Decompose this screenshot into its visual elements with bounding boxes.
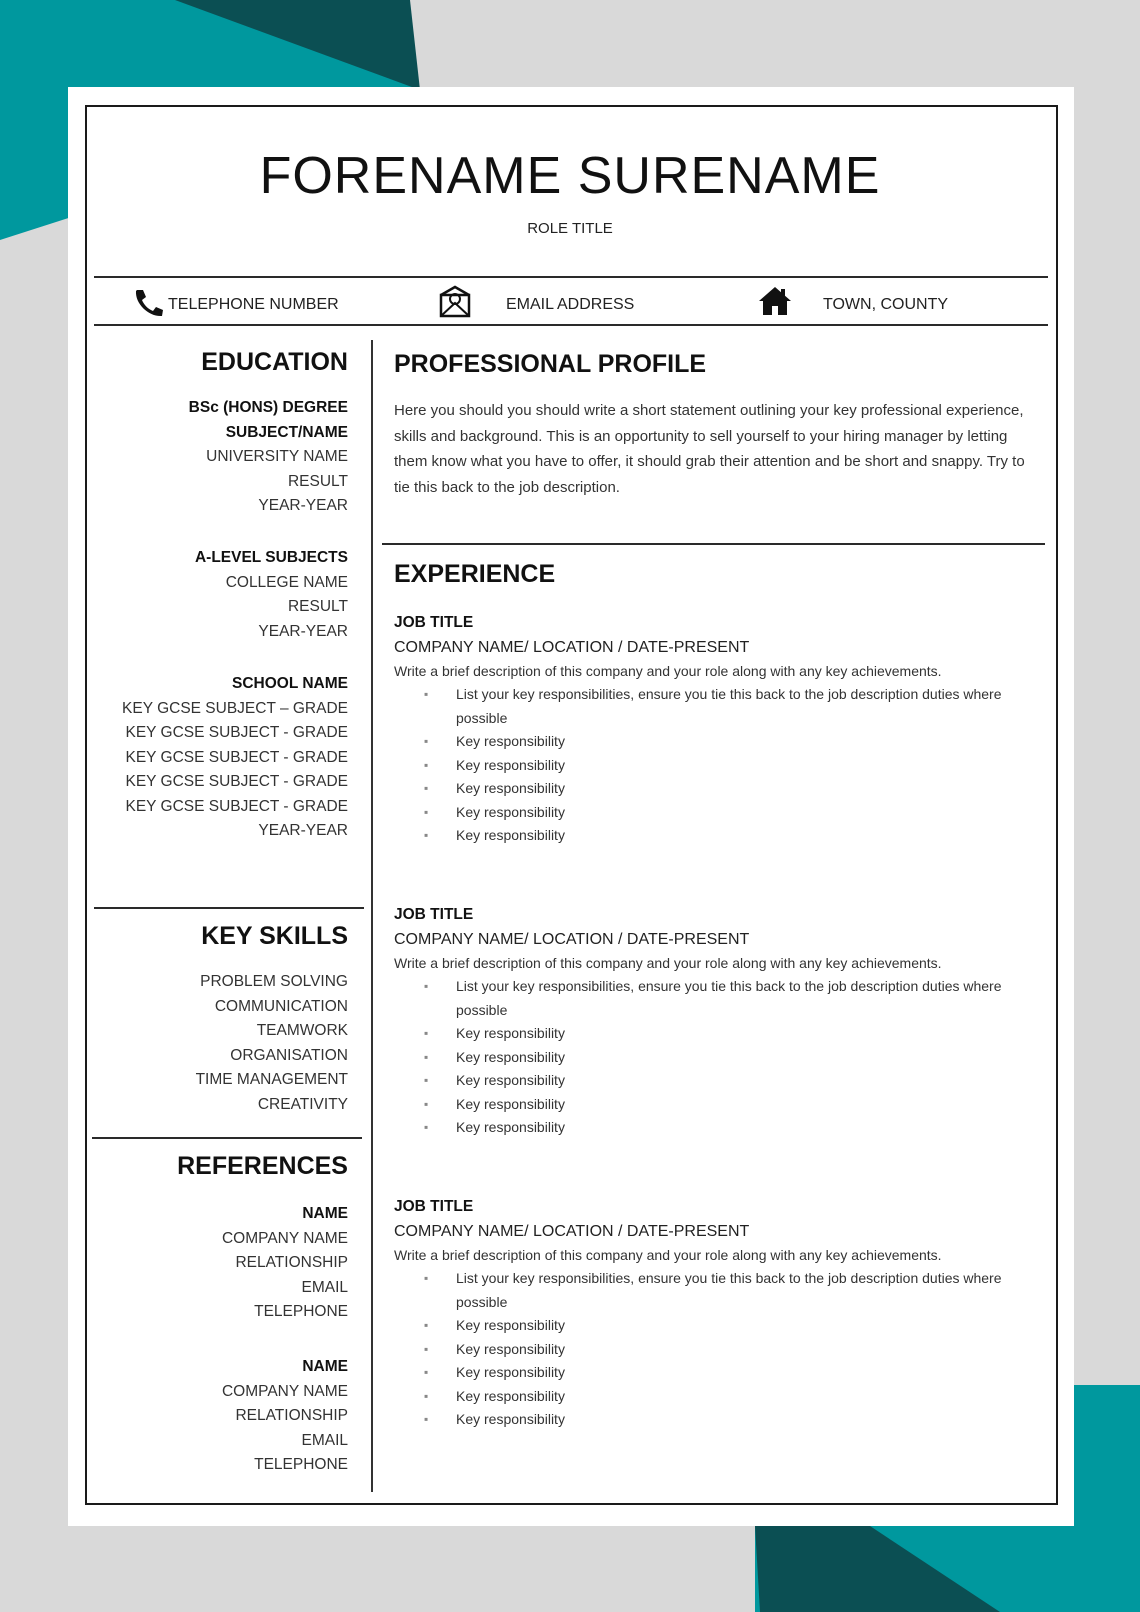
- job-company: COMPANY NAME/ LOCATION / DATE-PRESENT: [394, 1223, 750, 1240]
- degree-result: RESULT: [287, 472, 348, 490]
- responsibility-text: Key responsibility: [456, 756, 565, 773]
- responsibility-item: ▪ Key responsibility: [424, 827, 565, 843]
- school-years: YEAR-YEAR: [258, 822, 348, 839]
- role-title: ROLE TITLE: [527, 220, 613, 237]
- reference-email: EMAIL: [301, 1278, 348, 1296]
- degree-subject: SUBJECT/NAME: [225, 423, 348, 441]
- reference-name: NAME: [302, 1205, 348, 1222]
- references-title: REFERENCES: [177, 1152, 348, 1180]
- education-school: [122, 672, 348, 844]
- responsibility-item: ▪ Key responsibility: [424, 1095, 565, 1112]
- responsibility-text: Key responsibility: [456, 1048, 565, 1065]
- responsibility-item: ▪ Key responsibility: [424, 1072, 565, 1088]
- job-description: Write a brief description of this company and your role along with any key achievements.: [394, 663, 942, 679]
- reference-telephone: TELEPHONE: [254, 1303, 348, 1320]
- responsibility-item: ▪ Key responsibility: [424, 1340, 565, 1357]
- gcse-line: KEY GCSE SUBJECT - GRADE: [125, 773, 348, 790]
- responsibility-text: Key responsibility: [456, 1072, 565, 1088]
- responsibility-item: ▪ Key responsibility: [424, 1048, 565, 1065]
- skills-title: KEY SKILLS: [201, 922, 348, 950]
- gcse-line: KEY GCSE SUBJECT - GRADE: [125, 724, 348, 741]
- alevel-title: A-LEVEL SUBJECTS: [194, 549, 348, 566]
- job-title: JOB TITLE: [394, 1198, 474, 1215]
- envelope-icon: [438, 285, 472, 319]
- job-entry-3: [394, 1195, 1034, 1432]
- responsibility-list: [394, 1267, 1034, 1432]
- job-company: COMPANY NAME/ LOCATION / DATE-PRESENT: [394, 639, 750, 656]
- education-alevel: [195, 546, 348, 644]
- education-degree: [189, 396, 348, 519]
- telephone-label: TELEPHONE NUMBER: [168, 296, 339, 313]
- reference-name: NAME: [302, 1358, 348, 1375]
- alevel-result: RESULT: [287, 598, 348, 615]
- responsibility-item: ▪ List your key responsibilities, ensure you tie this back to the job description duties where possible: [424, 686, 1002, 726]
- contact-top-divider: [94, 276, 1048, 278]
- responsibility-item: ▪ Key responsibility: [424, 1364, 565, 1380]
- job-description: Write a brief description of this company and your role along with any key achievements.: [394, 955, 942, 971]
- responsibility-text: Key responsibility: [456, 1411, 565, 1427]
- responsibility-text: Key responsibility: [456, 1364, 565, 1380]
- reference-company: COMPANY NAME: [221, 1229, 348, 1247]
- responsibility-item: ▪ List your key responsibilities, ensure you tie this back to the job description duties where possible: [424, 978, 1002, 1018]
- experience-title: EXPERIENCE: [394, 560, 556, 588]
- contact-bottom-divider: [94, 324, 1048, 326]
- responsibility-item: ▪ Key responsibility: [424, 1317, 565, 1333]
- reference-1: [222, 1202, 348, 1325]
- responsibility-text: Key responsibility: [456, 803, 565, 820]
- responsibility-item: ▪ Key responsibility: [424, 1411, 565, 1427]
- responsibility-text: Key responsibility: [456, 827, 565, 843]
- responsibility-item: ▪ Key responsibility: [424, 733, 565, 749]
- reference-company: COMPANY NAME: [221, 1382, 348, 1400]
- skill-item: ORGANISATION: [230, 1046, 348, 1064]
- responsibility-text: Key responsibility: [456, 1340, 565, 1357]
- skill-item: CREATIVITY: [257, 1095, 348, 1113]
- degree-university: UNIVERSITY NAME: [206, 448, 348, 465]
- job-entry-1: [394, 611, 1034, 848]
- responsibility-item: ▪ Key responsibility: [424, 1387, 565, 1404]
- responsibility-text: List your key responsibilities, ensure you tie this back to the job description duties where possible: [456, 1270, 1002, 1310]
- responsibility-text: Key responsibility: [456, 1119, 565, 1135]
- profile-title: PROFESSIONAL PROFILE: [394, 350, 707, 378]
- job-entry-2: [394, 903, 1034, 1140]
- responsibility-list: [394, 683, 1034, 848]
- email-label: EMAIL ADDRESS: [506, 296, 635, 313]
- responsibility-text: Key responsibility: [456, 1025, 565, 1041]
- responsibility-text: Key responsibility: [456, 1317, 565, 1333]
- skill-item: TIME MANAGEMENT: [195, 1071, 348, 1088]
- reference-relationship: RELATIONSHIP: [235, 1407, 348, 1424]
- experience-divider: [382, 543, 1045, 545]
- skills-list: [196, 970, 348, 1117]
- gcse-line: KEY GCSE SUBJECT - GRADE: [125, 797, 348, 815]
- responsibility-item: ▪ Key responsibility: [424, 756, 565, 773]
- skill-item: COMMUNICATION: [214, 997, 348, 1015]
- references-divider: [92, 1137, 362, 1139]
- skill-item: TEAMWORK: [256, 1022, 348, 1039]
- responsibility-text: Key responsibility: [456, 780, 565, 796]
- responsibility-item: ▪ Key responsibility: [424, 1119, 565, 1135]
- responsibility-item: ▪ Key responsibility: [424, 803, 565, 820]
- phone-icon: [132, 288, 164, 318]
- responsibility-text: List your key responsibilities, ensure you tie this back to the job description duties where possible: [456, 686, 1002, 726]
- reference-telephone: TELEPHONE: [254, 1456, 348, 1473]
- reference-email: EMAIL: [301, 1431, 348, 1449]
- reference-relationship: RELATIONSHIP: [235, 1254, 348, 1271]
- responsibility-text: Key responsibility: [456, 1387, 565, 1404]
- gcse-line: KEY GCSE SUBJECT – GRADE: [122, 699, 348, 717]
- skills-divider: [94, 907, 364, 909]
- school-title: SCHOOL NAME: [232, 675, 348, 692]
- responsibility-list: [394, 975, 1034, 1140]
- job-description: Write a brief description of this company and your role along with any key achievements.: [394, 1247, 942, 1263]
- job-title: JOB TITLE: [394, 614, 474, 631]
- responsibility-text: Key responsibility: [456, 733, 565, 749]
- degree-years: YEAR-YEAR: [258, 497, 348, 514]
- education-title: EDUCATION: [201, 348, 348, 376]
- responsibility-item: ▪ List your key responsibilities, ensure you tie this back to the job description duties where possible: [424, 1270, 1002, 1310]
- responsibility-text: List your key responsibilities, ensure you tie this back to the job description duties where possible: [456, 978, 1002, 1018]
- skill-item: PROBLEM SOLVING: [200, 973, 348, 990]
- degree-title: BSc (HONS) DEGREE: [188, 399, 348, 416]
- alevel-college: COLLEGE NAME: [225, 573, 348, 591]
- column-divider: [371, 340, 373, 1492]
- responsibility-text: Key responsibility: [456, 1095, 565, 1112]
- location-label: TOWN, COUNTY: [823, 296, 949, 313]
- job-title: JOB TITLE: [394, 906, 474, 923]
- profile-text: Here you should you should write a short statement outlining your key professional experience, skills and background. This is an opportunity to sell yourself to your hiring manager by letting them know what you have to offer, it should grab their attention and be short and snappy. Try to tie this back to the job description.: [394, 402, 1025, 496]
- alevel-years: YEAR-YEAR: [258, 622, 348, 640]
- job-company: COMPANY NAME/ LOCATION / DATE-PRESENT: [394, 931, 750, 948]
- reference-2: [222, 1355, 348, 1478]
- candidate-name: FORENAME SURENAME: [259, 147, 881, 205]
- gcse-line: KEY GCSE SUBJECT - GRADE: [125, 748, 348, 766]
- responsibility-item: ▪ Key responsibility: [424, 780, 565, 796]
- house-icon: [758, 286, 792, 316]
- responsibility-item: ▪ Key responsibility: [424, 1025, 565, 1041]
